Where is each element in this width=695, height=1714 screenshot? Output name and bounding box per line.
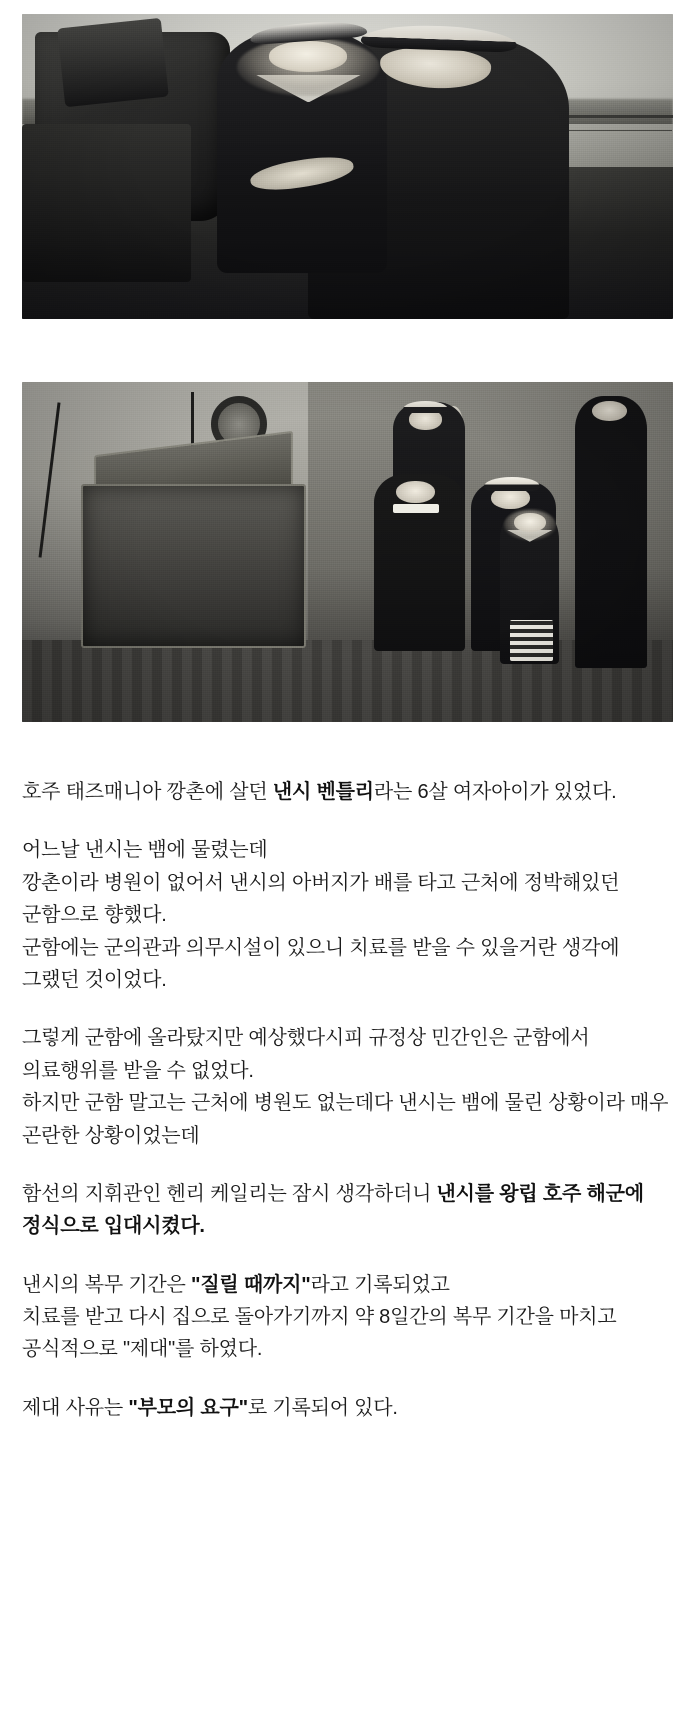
- body-text: 호주 태즈매니아 깡촌에 살던: [22, 781, 273, 803]
- photo2-standing-officer-cap: [403, 401, 449, 413]
- photo2-tall-man-in-coat: [575, 396, 647, 668]
- paragraph-5: [22, 1269, 673, 1366]
- body-text: 낸시의 복무 기간은: [22, 1273, 192, 1296]
- photo2-child-face: [514, 513, 547, 532]
- paragraph-3: [22, 1022, 673, 1152]
- photo1-gun-barrel: [57, 18, 169, 108]
- photo2-tall-man-face: [592, 401, 628, 421]
- emphasis-text: 낸시 벤틀리: [272, 781, 374, 803]
- photo2-seated-chaplain-face: [396, 481, 435, 503]
- photo2-chaplain-clerical-collar: [393, 504, 439, 512]
- article-page: [0, 14, 695, 1714]
- body-text: 라고 기록되었고: [310, 1273, 450, 1296]
- paragraph-6: [22, 1392, 673, 1424]
- body-text: 깡촌이라 병원이 없어서 낸시의 아버지가 배를 타고 근처에 정박해있던 군함으로 향했다.: [22, 871, 620, 927]
- emphasis-text: "부모의 요구": [128, 1396, 248, 1419]
- emphasis-text: "질릴 때까지": [191, 1273, 311, 1296]
- body-text: 라는 6살 여자아이가 있었다.: [373, 781, 617, 803]
- photo1-gun-shield: [22, 124, 191, 283]
- body-text: 그렇게 군함에 올라탔지만 예상했다시피 규정상 민간인은 군함에서 의료행위를 받을 수 없었다.: [22, 1027, 590, 1082]
- body-text: 로 기록되어 있다.: [247, 1396, 398, 1419]
- paragraph-4: [22, 1178, 673, 1243]
- body-text: 하지만 군함 말고는 근처에 병원도 없는데다 낸시는 뱀에 물린 상황이라 매우 곤란한 상황이었는데: [22, 1092, 669, 1147]
- body-text: 어느날 낸시는 뱀에 물렸는데: [22, 839, 268, 862]
- photo2-seated-officer-cap: [484, 477, 539, 491]
- body-text: 제대 사유는: [22, 1396, 129, 1419]
- paragraph-1: [22, 776, 673, 808]
- body-text: 함선의 지휘관인 헨리 케일리는 잠시 생각하더니: [22, 1182, 437, 1205]
- body-text: 군함에는 군의관과 의무시설이 있으니 치료를 받을 수 있을거란 생각에 그랬던 것이었다.: [22, 936, 620, 991]
- emphasis-text: 낸시를 왕립 호주 해군에 정식으로 입대시켰다.: [22, 1182, 644, 1238]
- article-text: [22, 776, 673, 1424]
- photo-deck-group-with-child: [22, 382, 673, 722]
- photo2-child-striped-socks: [510, 620, 552, 661]
- body-text: 치료를 받고 다시 집으로 돌아가기까지 약 8일간의 복무 기간을 마치고 공식적으로 "제대"를 하였다.: [22, 1306, 617, 1361]
- photo1-girl-face: [269, 41, 347, 72]
- photo2-medical-crate: [81, 484, 306, 648]
- paragraph-2: [22, 834, 673, 996]
- photo-officer-holding-girl: [22, 14, 673, 319]
